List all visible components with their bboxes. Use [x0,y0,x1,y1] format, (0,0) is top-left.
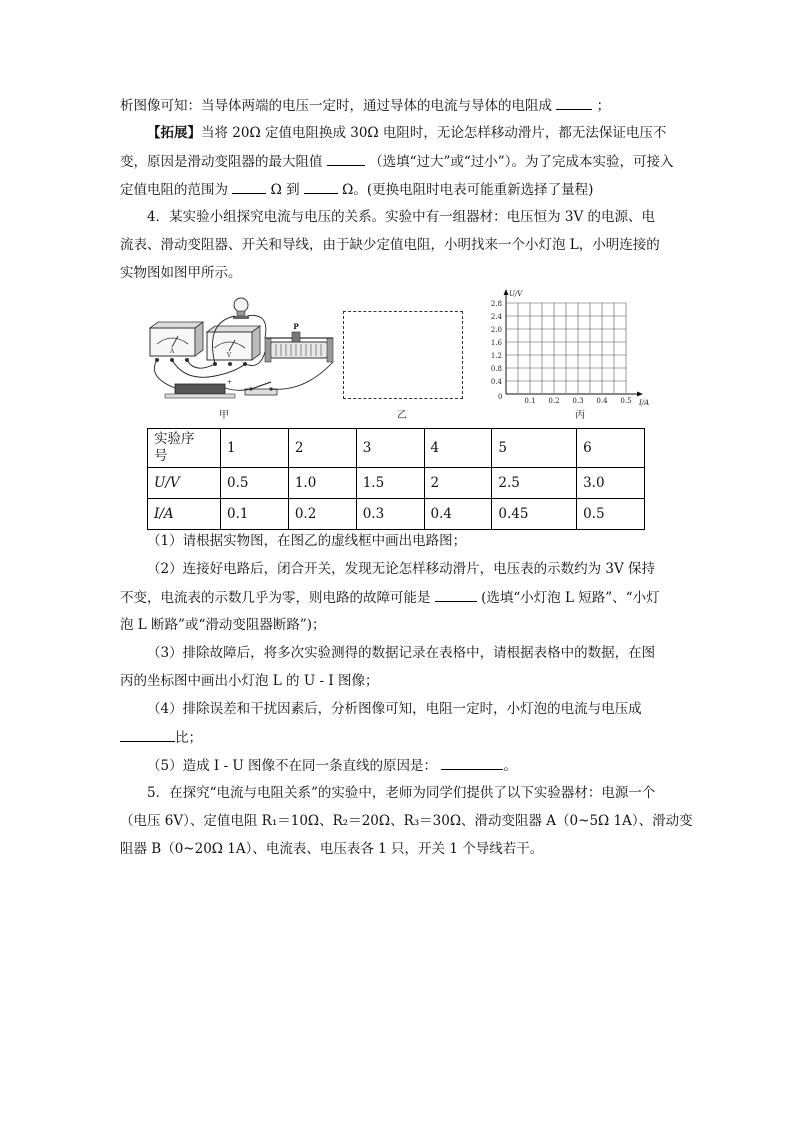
table-cell: 2 [288,429,356,468]
ammeter-icon [150,322,203,362]
subq-3-line: 丙的坐标图中画出小灯泡 L 的 U - I 图像； [120,673,379,689]
table-cell: 0.5 [577,499,645,530]
slider-label: P [293,322,299,331]
figure-label-jia: 甲 [219,410,229,421]
subq-4-line: 比； [120,728,202,747]
table-cell: 1 [221,429,289,468]
table-cell: U/V [148,468,221,499]
table-cell: 0.3 [356,499,424,530]
q4-line: 4．某实验小组探究电流与电压的关系。实验中有一组器材：电压恒为 3V 的电源、电 [147,209,656,225]
figure-label-bing: 丙 [575,410,585,421]
q5-line: （电压 6V）、定值电阻 R₁＝10Ω、R₂＝20Ω、R₃＝30Ω、滑动变阻器 A（0~5Ω 1A）、滑动变 [120,813,693,829]
answer-blank[interactable] [120,728,175,742]
table-cell: 5 [492,429,577,468]
table-cell: 0.45 [492,499,577,530]
svg-text:A: A [169,348,175,355]
battery-icon [165,379,235,398]
table-cell: 0.2 [288,499,356,530]
subq-3-line: （3）排除故障后，将多次实验测得的数据记录在表格中，请根据表格中的数据，在图 [147,645,656,661]
bulb-icon [233,298,249,319]
subq-2-line: （2）连接好电路后，闭合开关，发现无论怎样移动滑片，电压表的示数约为 3V 保持 [147,561,656,577]
x-axis-label: I/A [639,399,650,407]
table-cell: 实验序 号 [148,429,221,468]
y-tick: 1.6 [490,339,502,347]
table-row [148,468,645,499]
extension-tag: 【拓展】 [147,125,201,141]
table-cell: 0.1 [221,499,289,530]
text-line: 变，原因是滑动变阻器的最大阻值 （选填“过大”或“过小”）。为了完成本实验，可接入 [120,154,674,170]
q4-line: 流表、滑动变阻器、开关和导线，由于缺少定值电阻，小明找来一个小灯泡 L，小明连接的 [120,237,660,253]
y-tick: 0.8 [490,365,502,373]
figure-bing-graph[interactable] [482,286,662,408]
answer-blank[interactable] [435,588,477,602]
table-cell: 0.5 [221,468,289,499]
q4-line: 实物图如图甲所示。 [120,265,242,281]
table-cell: 1.0 [288,468,356,499]
table-cell: 3.0 [577,468,645,499]
subq-4-line: （4）排除误差和干扰因素后，分析图像可知，电阻一定时，小灯泡的电流与电压成 [147,701,642,717]
x-tick: 0.5 [620,397,632,405]
figure-label-yi: 乙 [397,410,407,421]
subq-2-line: 泡 L 断路”或“滑动变阻器断路”)； [120,617,326,633]
y-tick: 1.2 [490,352,502,360]
answer-blank[interactable] [304,180,338,194]
subq-5-line: （5）造成 I - U 图像不在同一条直线的原因是： 。 [147,758,517,774]
q5-line: 5．在探究“电流与电阻关系”的实验中，老师为同学们提供了以下实验器材：电源一个 [147,785,656,801]
answer-blank[interactable] [327,152,365,166]
text-line: 定值电阻的范围为 Ω 到 Ω。(更换电阻时电表可能重新选择了量程) [120,182,594,198]
table-cell: 2.5 [492,468,577,499]
q5-line: 阻器 B（0~20Ω 1A）、电流表、电压表各 1 只，开关 1 个导线若干。 [120,841,544,857]
svg-text:+: + [227,379,233,386]
y-tick: 0.4 [490,378,502,386]
y-tick: 2.8 [490,300,502,308]
table-row [148,429,645,468]
figure-yi-drawing-box[interactable] [343,311,463,399]
data-table [147,428,645,530]
table-cell: I/A [148,499,221,530]
text-line: 【拓展】当将 20Ω 定值电阻换成 30Ω 电阻时，无论怎样移动滑片，都无法保证电压不 [147,125,667,141]
rheostat-icon [265,322,333,362]
table-cell: 2 [424,468,492,499]
subq-2-line: 不变，电流表的示数几乎为零，则电路的故障可能是 (选填“小灯泡 L 短路”、“小灯 [120,590,660,606]
x-tick: 0.4 [596,397,608,405]
x-tick: 0.1 [524,397,536,405]
table-cell: 6 [577,429,645,468]
x-tick: 0.3 [572,397,584,405]
intro-text: 析图像可知：当导体两端的电压一定时，通过导体的电流与导体的电阻成 [120,98,552,114]
switch-icon [245,382,277,395]
y-tick: 2.4 [490,313,502,321]
table-row [148,499,645,530]
x-tick: 0.2 [548,397,560,405]
y-tick: 2.0 [490,326,502,334]
subq-1: （1）请根据实物图，在图乙的虚线框中画出电路图； [147,533,467,549]
answer-blank[interactable] [441,756,503,770]
figure-jia-circuit [145,292,340,404]
table-cell: 3 [356,429,424,468]
y-axis-label: U/V [509,290,523,298]
table-cell: 4 [424,429,492,468]
table-cell: 0.4 [424,499,492,530]
table-cell: 1.5 [356,468,424,499]
answer-blank[interactable] [556,96,592,110]
origin-label: 0 [498,393,503,401]
svg-text:V: V [226,352,232,359]
answer-blank[interactable] [232,180,266,194]
text-line: 析图像可知：当导体两端的电压一定时，通过导体的电流与导体的电阻成 ； [120,98,611,114]
